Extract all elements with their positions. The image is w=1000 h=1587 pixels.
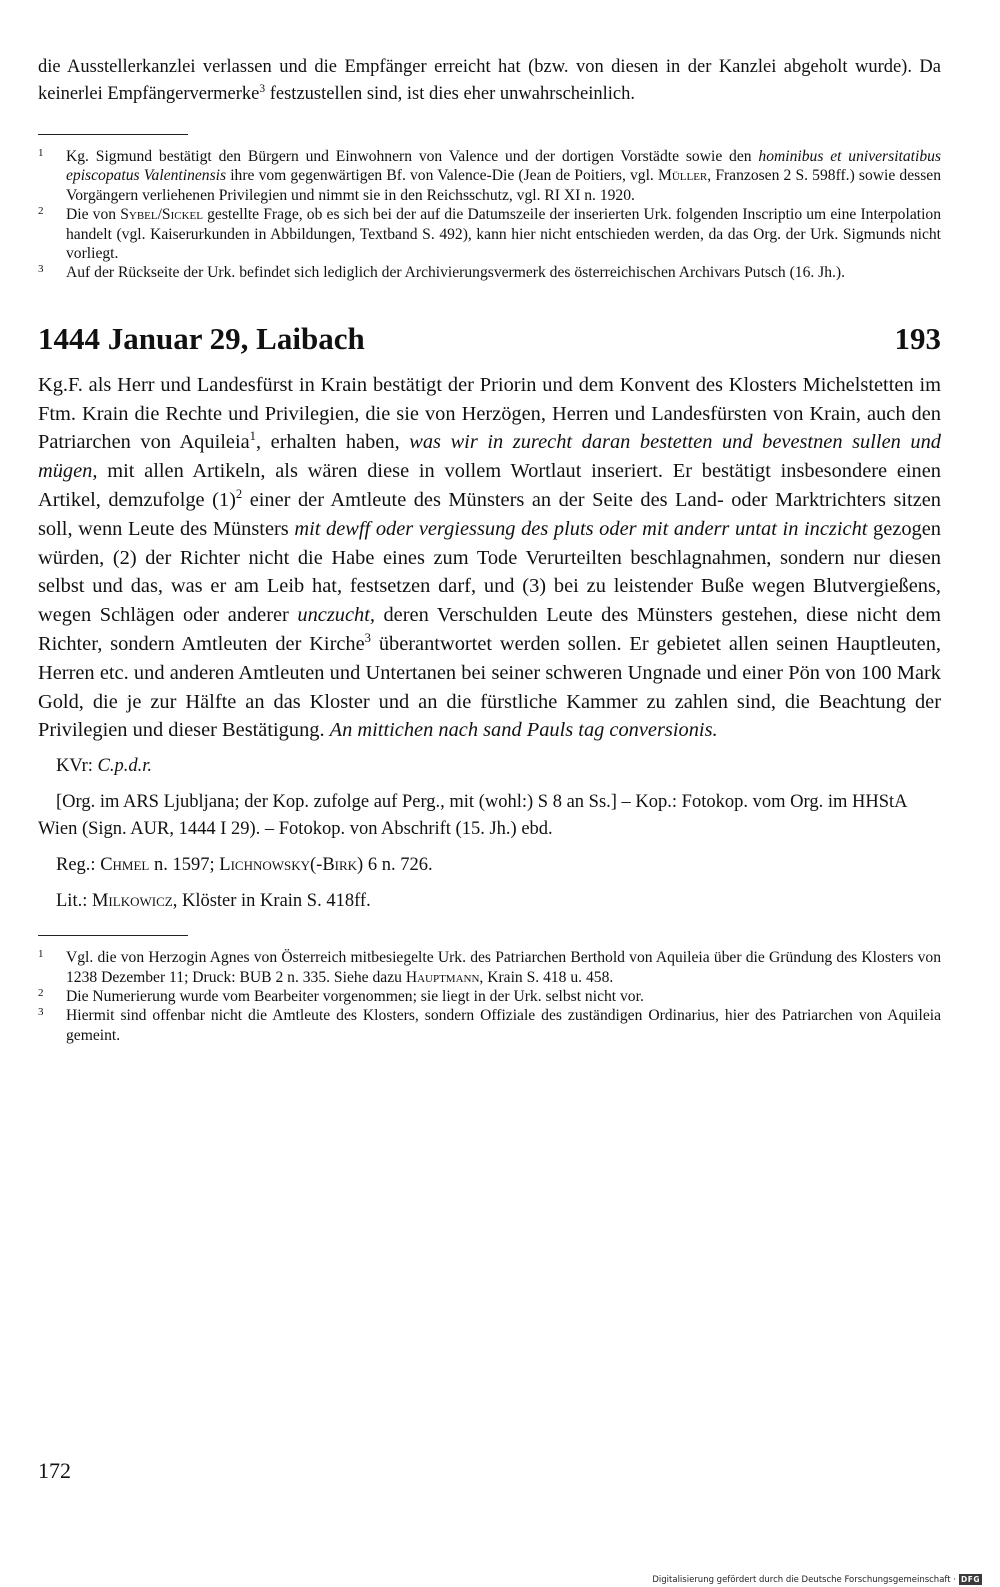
page-number: 172 bbox=[38, 1458, 71, 1483]
footnote-text: Kg. Sigmund bestätigt den Bürgern und Einwohnern von Valence und der dortigen Vorstädte sowie den hominibus et universitatibus episcopatus Valentinensis ihre vom gegenwärtigen Bf. von Valence-Die (Jean de Poitiers, vgl. Müller, Franzosen 2 S. 598ff.) sowie dessen Vorgängern verliehenen Privilegien und nimmt sie in den Reichsschutz, vgl. RI XI n. 1920. bbox=[66, 148, 941, 204]
footnote-text: Vgl. die von Herzogin Agnes von Österreich mitbesiegelte Urk. des Patriarchen Berthold von Aquileia über die Gründung des Klosters von 1238 Dezember 11; Druck: BUB 2 n. 335. Siehe dazu Hauptmann, Krain S. 418 u. 458. bbox=[66, 949, 941, 986]
carryover-paragraph: die Ausstellerkanzlei verlassen und die Empfänger erreicht hat (bzw. von diesen in der Kanzlei abgeholt wurde). Da keinerlei Empfängervermerke$^3$ festzustellen sind, ist dies eher unwahrscheinlich. bbox=[38, 57, 941, 104]
footnote-number: 1 bbox=[38, 948, 44, 961]
footnote-number: 1 bbox=[38, 147, 44, 159]
funding-credit bbox=[652, 1574, 982, 1585]
entry-date-place: 1444 Januar 29, Laibach bbox=[38, 320, 365, 356]
dfg-logo-icon: DFG bbox=[960, 1575, 980, 1584]
footnotes-top bbox=[38, 147, 941, 283]
footnote-text: Die Numerierung wurde vom Bearbeiter vorgenommen; sie liegt in der Urk. selbst nicht vor. bbox=[66, 988, 644, 1006]
footnote-text: Auf der Rückseite der Urk. befindet sich lediglich der Archivierungsvermerk des österreichischen Archivars Putsch (16. Jh.). bbox=[66, 264, 846, 282]
footnote bbox=[38, 1006, 941, 1045]
kvr-line: KVr: C.p.d.r. bbox=[56, 756, 153, 777]
footnote bbox=[38, 987, 941, 1006]
entry-number: 193 bbox=[894, 320, 941, 356]
footnote-divider bbox=[38, 134, 188, 135]
footnotes-bottom bbox=[38, 948, 941, 1045]
footnote bbox=[38, 147, 941, 205]
footnote bbox=[38, 948, 941, 987]
footnote-text: Die von Sybel/Sickel gestellte Frage, ob es sich bei der auf die Datumszeile der inserierten Urk. folgenden Inscriptio um eine Interpolation handelt (vgl. Kaiserurkunden in Abbildungen, Textband S. 492), kann hier nicht entschieden werden, da das Org. der Urk. Sigmunds nicht vorliegt. bbox=[66, 206, 941, 263]
footnote-divider bbox=[38, 935, 188, 936]
source-line: [Org. im ARS Ljubljana; der Kop. zufolge auf Perg., mit (wohl:) S 8 an Ss.] – Kop.: Fotokop. vom Org. im HHStA Wien (Sign. AUR, 1444 I 29). – Fotokop. von Abschrift (15. Jh.) ebd. bbox=[38, 792, 907, 840]
reg-line: Reg.: Chmel n. 1597; Lichnowsky(-Birk) 6 n. 726. bbox=[56, 855, 433, 876]
document-page bbox=[38, 54, 941, 1045]
footnote-text: Hiermit sind offenbar nicht die Amtleute des Klosters, sondern Offiziale des zuständigen Ordinarius, hier des Patriarchen von Aquileia gemeint. bbox=[66, 1007, 941, 1044]
funding-credit-text: Digitalisierung gefördert durch die Deutsche Forschungsgemeinschaft · bbox=[652, 1574, 956, 1585]
footnote-number: 3 bbox=[38, 263, 44, 276]
footnote bbox=[38, 263, 941, 282]
footnote-number: 2 bbox=[38, 205, 44, 218]
entry-apparatus bbox=[38, 753, 941, 915]
footnote-number: 3 bbox=[38, 1006, 44, 1019]
footnote-number: 2 bbox=[38, 987, 44, 1000]
lit-line: Lit.: Milkowicz, Klöster in Krain S. 418ff. bbox=[56, 891, 371, 912]
footnote bbox=[38, 205, 941, 263]
entry-abstract: Kg.F. als Herr und Landesfürst in Krain bestätigt der Priorin und dem Konvent des Klosters Michelstetten im Ftm. Krain die Rechte und Privilegien, die sie von Herzögen, Herren und Landesfürsten von Krain, auch den Patriarchen von Aquileia$^1$, erhalten haben, was wir in zurecht daran bestetten und bevestnen sullen und mügen, mit allen Artikeln, als wären diese in vollem Wortlaut inseriert. Er bestätigt insbesondere einen Artikel, demzufolge $(1)^2$ einer der Amtleute des Münsters an der Seite des Land- oder Marktrichters sitzen soll, wenn Leute des Münsters mit dewff oder vergiessung des pluts oder mit anderr untat in inczicht gezogen würden, (2) der Richter nicht die Habe eines zum Tode Verurteilten beschlagnahmen, sondern nur diesen selbst und das, was er am Leib hat, festsetzen darf, und (3) bei zu leistender Buße wegen Blutvergießens, wegen Schlägen oder anderer unczucht, deren Verschulden Leute des Münsters gestehen, diese nicht dem Richter, sondern Amtleuten der Kirche$^3$ überantwortet werden sollen. Er gebietet allen seinen Hauptleuten, Herren etc. und anderen Amtleuten und Untertanen bei seiner schweren Ungnade und einer Pön von 100 Mark Gold, die je zur Hälfte an das Kloster und an die fürstliche Kammer zu zahlen sind, die Beachtung der Privilegien und dieser Bestätigung. An mittichen nach sand Pauls tag conversionis. bbox=[38, 373, 942, 742]
entry-heading bbox=[38, 321, 941, 357]
